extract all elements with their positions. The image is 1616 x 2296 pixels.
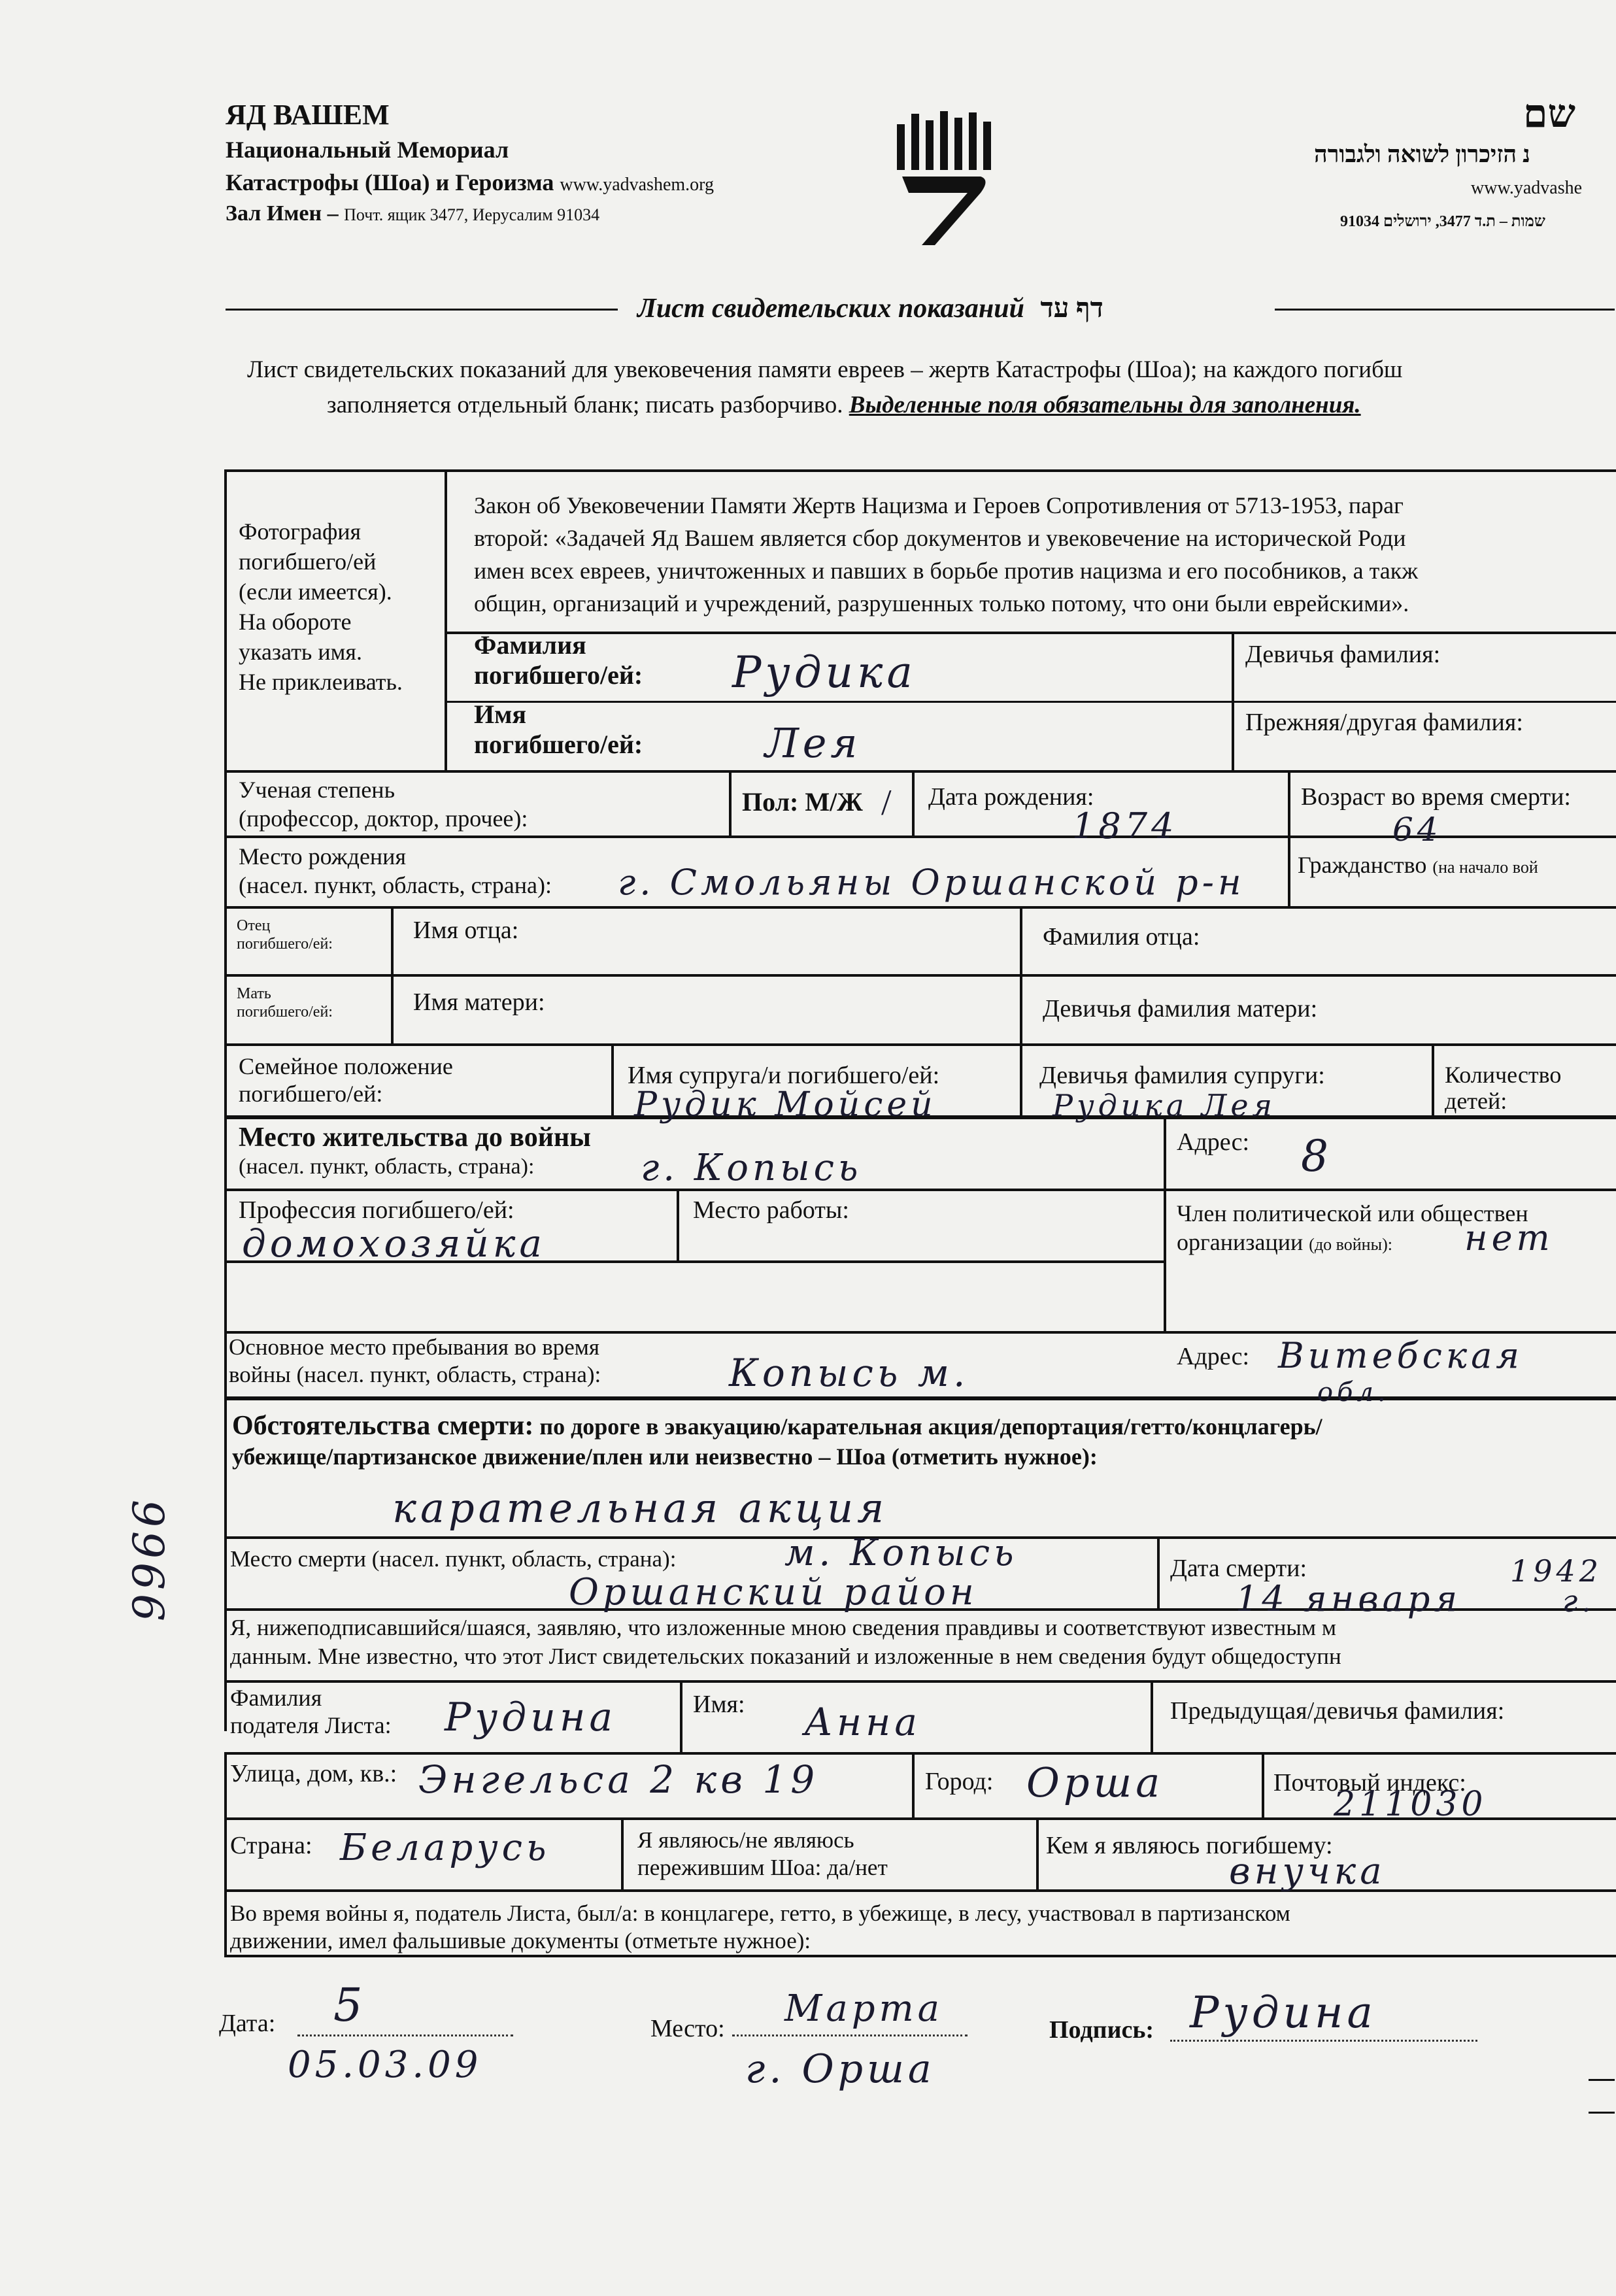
death-place-label: Место смерти (насел. пункт, область, страна): (230, 1546, 677, 1572)
maiden-label: Девичья фамилия: (1245, 641, 1441, 668)
relation-label: Кем я являюсь погибшему: (1046, 1832, 1333, 1859)
citizenship-label: Гражданство (1298, 852, 1427, 878)
profession-value[interactable]: домохозяйка (242, 1221, 546, 1266)
father-label: Отец погибшего/ей: (237, 917, 333, 953)
mother-maiden-label: Девичья фамилия матери: (1043, 995, 1318, 1022)
spouse-maiden-value[interactable]: Рудика Лея (1052, 1088, 1276, 1123)
name-label: Имя погибшего/ей: (474, 700, 643, 759)
spouse-maiden-label: Девичья фамилия супруги: (1039, 1062, 1325, 1089)
spouse-name-label: Имя супруга/и погибшего/ей: (628, 1062, 940, 1089)
children-label: Количество детей: (1445, 1062, 1562, 1114)
place-value[interactable]: Марта (784, 1987, 944, 2030)
circumstances-label: Обстоятельства смерти: по дороге в эвакуацию/карательная акция/депортация/гетто/концлагерь/ убежище/партизанское движение/плен или неизвестно – Шоа (отметить нужное): (232, 1411, 1322, 1470)
street-label: Улица, дом, кв.: (230, 1760, 397, 1787)
surname-value[interactable]: Рудика (732, 647, 917, 698)
date-value-day[interactable]: 5 (333, 1978, 367, 2032)
address-value[interactable]: 8 (1301, 1131, 1332, 1181)
org-line2: Катастрофы (Шоа) и Героизма (226, 169, 554, 195)
sex-strike-mark: / (881, 783, 892, 823)
member-label: Член политической или обществен организации (до войны): (1177, 1200, 1528, 1255)
surname-label: Фамилия погибшего/ей: (474, 630, 643, 690)
residence-value[interactable]: г. Копысь (641, 1147, 862, 1189)
city-label: Город: (925, 1768, 994, 1795)
law-text: Закон об Увековечении Памяти Жертв Нацизма и Героев Сопротивления от 5713-1953, параг второй: «Задачей Яд Вашем является сбор документов и увековечение на исторической Роди имен всех евреев, уничтоженных и павших в борьбе против нацизма и его пособников, а такж общин, организаций и учреждений, разрушенных только потому, что они были еврейскими». (474, 492, 1419, 616)
submitter-surname-value[interactable]: Рудина (445, 1695, 617, 1740)
address-label: Адрес: (1177, 1128, 1250, 1156)
postcode-label: Почтовый индекс: (1273, 1769, 1466, 1797)
wartime-address-label: Адрес: (1177, 1343, 1250, 1370)
submitter-prev-label: Предыдущая/девичья фамилия: (1170, 1697, 1505, 1725)
org-url: www.yadvashem.org (560, 175, 714, 195)
place-label: Место: (650, 2015, 725, 2042)
profession-label: Профессия погибшего/ей: (239, 1196, 514, 1224)
survivor-label: Я являюсь/не являюсь пережившим Шоа: да/нет (637, 1827, 888, 1880)
date-line (297, 2034, 513, 2036)
circumstances-value[interactable]: карательная акция (392, 1484, 888, 1532)
birth-date-label: Дата рождения: (928, 783, 1094, 811)
signature-label: Подпись: (1049, 2016, 1154, 2044)
signature-value[interactable]: Рудина (1190, 1987, 1377, 2038)
he-title: שם (1523, 92, 1575, 135)
form-title-he: דף עד (1040, 294, 1103, 324)
member-value[interactable]: нет (1464, 1217, 1554, 1258)
wartime-place-label: Основное место пребывания во время войны (насел. пункт, область, страна): (229, 1334, 601, 1387)
title-rule-left (226, 309, 618, 311)
title-rule-right (1275, 309, 1615, 311)
submitter-name-label: Имя: (693, 1691, 745, 1718)
name-value[interactable]: Лея (765, 719, 862, 767)
intro-emphasis: Выделенные поля обязательны для заполнения. (849, 392, 1361, 418)
residence-label: Место жительства до войны (насел. пункт, область, страна): (239, 1123, 591, 1179)
form-title: Лист свидетельских показаний (637, 294, 1024, 324)
margin-number: 9966 (124, 1496, 175, 1621)
submitter-surname-label: Фамилия подателя Листа: (230, 1685, 392, 1738)
he-line3: שמות – ת.ד 3477, ירושלים 91034 (1340, 213, 1545, 230)
place-line (732, 2034, 968, 2036)
yad-vashem-logo (883, 105, 1013, 262)
org-line3-bold: Зал Имен – (226, 201, 339, 226)
org-line3: Почт. ящик 3477, Иерусалим 91034 (344, 205, 600, 224)
declaration-text: Я, нижеподписавшийся/шаяся, заявляю, что изложенные мною сведения правдивы и соответствуют известным м данным. Мне известно, что этот Лист свидетельских показаний и изложенные в нем сведения будут общедоступн (230, 1615, 1341, 1669)
spouse-name-value[interactable]: Рудик Мойсей (634, 1085, 937, 1124)
place-value-city[interactable]: г. Орша (745, 2046, 935, 2092)
degree-label: Ученая степень (профессор, доктор, прочее): (239, 777, 528, 832)
wartime-place-value[interactable]: Копысь м. (729, 1351, 969, 1395)
org-line1: Национальный Мемориал (226, 137, 509, 163)
death-place-value[interactable]: м. Копысь Оршанский район (569, 1532, 1018, 1613)
street-value[interactable]: Энгельса 2 кв 19 (418, 1757, 819, 1802)
birth-place-label: Место рождения (насел. пункт, область, страна): (239, 843, 552, 898)
country-value[interactable]: Беларусь (340, 1827, 550, 1869)
country-label: Страна: (230, 1832, 312, 1859)
death-year-value[interactable]: 1942 г. (1510, 1553, 1603, 1619)
birth-date-value[interactable]: 1874 (1072, 805, 1178, 847)
father-surname-label: Фамилия отца: (1043, 923, 1200, 951)
death-date-value[interactable]: 14 января (1236, 1578, 1462, 1619)
birth-place-value[interactable]: г. Смольяны Оршанской р-н (618, 862, 1245, 903)
citizenship-note: (на начало вой (1432, 858, 1538, 877)
org-title: ЯД ВАШЕМ (226, 99, 390, 131)
death-date-label: Дата смерти: (1170, 1555, 1307, 1582)
wartime-address-value[interactable]: Витебская обл. (1278, 1335, 1524, 1408)
mother-label: Мать погибшего/ей: (237, 985, 333, 1021)
submitter-name-value[interactable]: Анна (804, 1700, 921, 1744)
signature-line (1170, 2040, 1477, 2042)
photo-instructions: Фотография погибшего/ей (если имеется). На обороте указать имя. Не приклеивать. (239, 518, 403, 695)
relation-value[interactable]: внучка (1229, 1850, 1386, 1893)
date-value-full[interactable]: 05.03.09 (288, 2044, 482, 2086)
scan-mark (1589, 2079, 1615, 2081)
intro-line1: Лист свидетельских показаний для увековечения памяти евреев – жертв Катастрофы (Шоа); на каждого погибш (247, 356, 1403, 383)
date-label: Дата: (219, 2010, 276, 2037)
family-status-label: Семейное положение погибшего/ей: (239, 1053, 453, 1107)
prev-surname-label: Прежняя/другая фамилия: (1245, 709, 1523, 736)
during-war-text: Во время войны я, податель Листа, был/а: в концлагере, гетто, в убежище, в лесу, участвовал в партизанском движении, имел фальшивые документы (отметьте нужное): (230, 1900, 1290, 1953)
age-value[interactable]: 64 (1392, 811, 1442, 849)
age-death-label: Возраст во время смерти: (1301, 783, 1571, 811)
city-value[interactable]: Орша (1026, 1759, 1164, 1806)
father-name-label: Имя отца: (413, 917, 519, 944)
he-line1: נ הזיכרון לשואה ולגבורה (1314, 141, 1530, 167)
sex-label: Пол: М/Ж (742, 787, 863, 817)
intro-line2: заполняется отдельный бланк; писать разборчиво. (327, 392, 843, 418)
scan-mark (1589, 2112, 1615, 2114)
he-url: www.yadvashe (1471, 178, 1583, 198)
postcode-value[interactable]: 211030 (1334, 1785, 1487, 1824)
workplace-label: Место работы: (693, 1196, 849, 1224)
mother-name-label: Имя матери: (413, 988, 545, 1016)
